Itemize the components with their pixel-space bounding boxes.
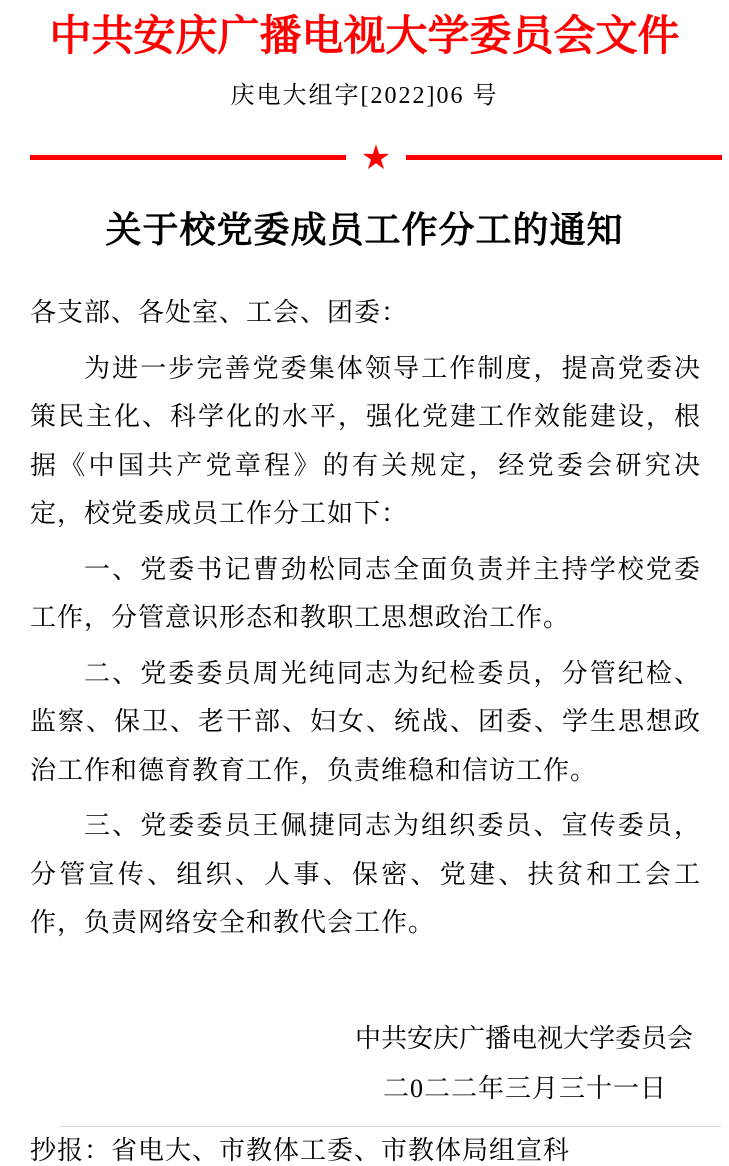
bottom-divider-rule — [60, 1126, 721, 1127]
star-icon: ★ — [360, 138, 392, 178]
salutation-line: 各支部、各处室、工会、团委： — [30, 298, 409, 327]
signature-block — [0, 1014, 729, 1114]
body-paragraph: 二、党委委员周光纯同志为纪检委员，分管纪检、监察、保卫、老干部、妇女、统战、团委、学生思想政治工作和德育教育工作，负责维稳和信访工作。 — [30, 658, 701, 785]
red-header-title: 中共安庆广播电视大学委员会文件 — [49, 14, 680, 60]
document-body — [0, 289, 729, 948]
body-paragraph: 三、党委委员王佩捷同志为组织委员、宣传委员，分管宣传、组织、人事、保密、党建、扶贫和工会工作，负责网络安全和教代会工作。 — [30, 811, 701, 937]
document-page — [0, 13, 729, 1165]
document-title: 关于校党委成员工作分工的通知 — [105, 209, 624, 250]
body-paragraph: 一、党委书记曹劲松同志全面负责并主持学校党委工作，分管意识形态和教职工思想政治工作。 — [30, 554, 701, 632]
red-rule-right-segment — [406, 155, 722, 160]
red-rule-left-segment — [30, 155, 346, 160]
red-divider-rule — [30, 138, 722, 178]
cc-distribution-line: 抄报：省电大、市教体工委、市教体局组宣科 — [30, 1135, 571, 1165]
doc-number: 庆电大组字[2022]06 号 — [230, 83, 499, 109]
body-paragraph: 为进一步完善党委集体领导工作制度，提高党委决策民主化、科学化的水平，强化党建工作效能建设，根据《中国共产党章程》的有关规定，经党委会研究决定，校党委成员工作分工如下： — [30, 353, 701, 528]
signature-org: 中共安庆广播电视大学委员会 — [354, 1023, 693, 1053]
signature-date: 二0二二年三月三十一日 — [382, 1073, 667, 1103]
